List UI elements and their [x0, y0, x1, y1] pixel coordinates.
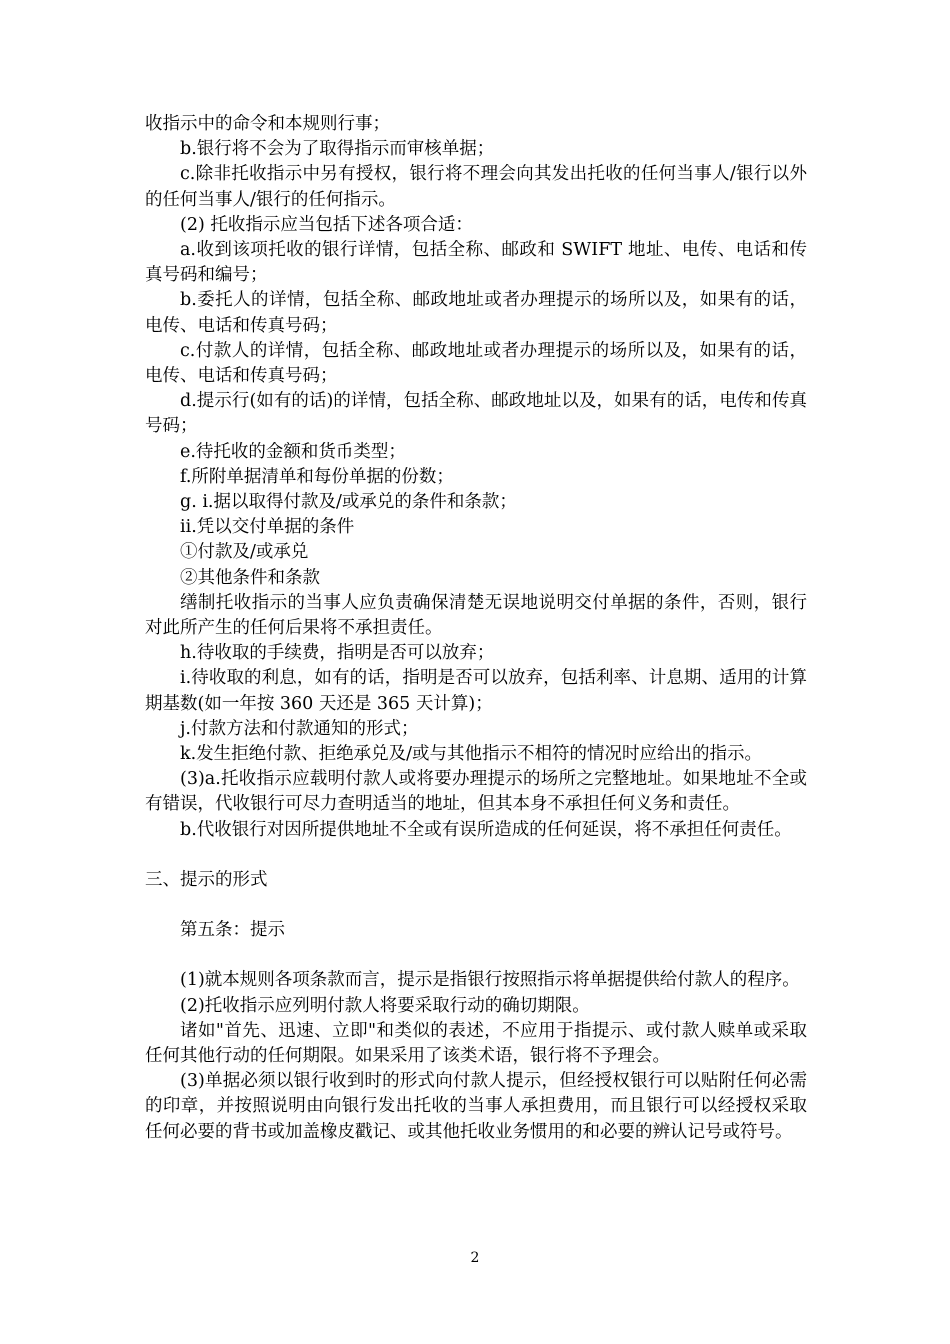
paragraph: e.待托收的金额和货币类型；	[180, 441, 406, 462]
paragraph: c.付款人的详情，包括全称、邮政地址或者办理提示的场所以及，如果有的话，电传、电话和传真号码；	[145, 340, 807, 387]
paragraph: a.收到该项托收的银行详情，包括全称、邮政和 SWIFT 地址、电传、电话和传真号码和编号；	[145, 240, 807, 286]
paragraph: h.待收取的手续费，指明是否可以放弃；	[180, 643, 495, 664]
paragraph: (3)a.托收指示应载明付款人或将要办理提示的场所之完整地址。如果地址不全或有错误，代收银行可尽力查明适当的地址，但其本身不承担任何义务和责任。	[145, 769, 807, 815]
paragraph: k.发生拒绝付款、拒绝承兑及/或与其他指示不相符的情况时应给出的指示。	[180, 744, 763, 765]
paragraph: ①付款及/或承兑	[180, 542, 309, 563]
paragraph: 收指示中的命令和本规则行事；	[145, 114, 390, 134]
paragraph: f.所附单据清单和每份单据的份数；	[180, 466, 454, 487]
paragraph: b.代收银行对因所提供地址不全或有误所造成的任何延误，将不承担任何责任。	[180, 819, 792, 840]
paragraph: ②其他条件和条款	[180, 567, 320, 588]
paragraph: j.付款方法和付款通知的形式；	[180, 718, 419, 739]
page-number: 2	[470, 1250, 480, 1266]
paragraph: d.提示行(如有的话)的详情，包括全称、邮政地址以及，如果有的话，电传和传真号码；	[145, 391, 807, 437]
paragraph: i.待收取的利息，如有的话，指明是否可以放弃，包括利率、计息期、适用的计算期基数(如一年按 360 天还是 365 天计算)；	[145, 668, 807, 714]
paragraph: b.委托人的详情，包括全称、邮政地址或者办理提示的场所以及，如果有的话，电传、电话和传真号码；	[145, 290, 807, 336]
paragraph: b.银行将不会为了取得指示而审核单据；	[180, 139, 495, 160]
paragraph: ii.凭以交付单据的条件	[180, 517, 355, 538]
paragraph: (2)托收指示应列明付款人将要采取行动的确切期限。	[180, 995, 590, 1016]
paragraph: 缮制托收指示的当事人应负责确保清楚无误地说明交付单据的条件，否则，银行对此所产生的任何后果将不承担责任。	[145, 592, 807, 639]
paragraph: (1)就本规则各项条款而言，提示是指银行按照指示将单据提供给付款人的程序。	[180, 970, 800, 991]
paragraph: c.除非托收指示中另有授权，银行将不理会向其发出托收的任何当事人/银行以外的任何当事人/银行的任何指示。	[145, 164, 807, 210]
paragraph: (2) 托收指示应当包括下述各项合适：	[180, 214, 473, 235]
paragraph: 诸如"首先、迅速、立即"和类似的表述，不应用于指提示、或付款人赎单或采取任何其他行动的任何期限。如果采用了该类术语，银行将不予理会。	[145, 1020, 807, 1066]
paragraph: (3)单据必须以银行收到时的形式向付款人提示，但经授权银行可以贴附任何必需的印章，并按照说明由向银行发出托收的当事人承担费用，而且银行可以经授权采取任何必要的背书或加盖橡皮戳记、或其他托收业务惯用的和必要的辨认记号或符号。	[145, 1071, 807, 1142]
paragraph: 第五条：提示	[180, 920, 285, 941]
document-body	[145, 112, 807, 1145]
paragraph: g. i.据以取得付款及/或承兑的条件和条款；	[180, 492, 517, 513]
paragraph: 三、提示的形式	[145, 869, 268, 890]
